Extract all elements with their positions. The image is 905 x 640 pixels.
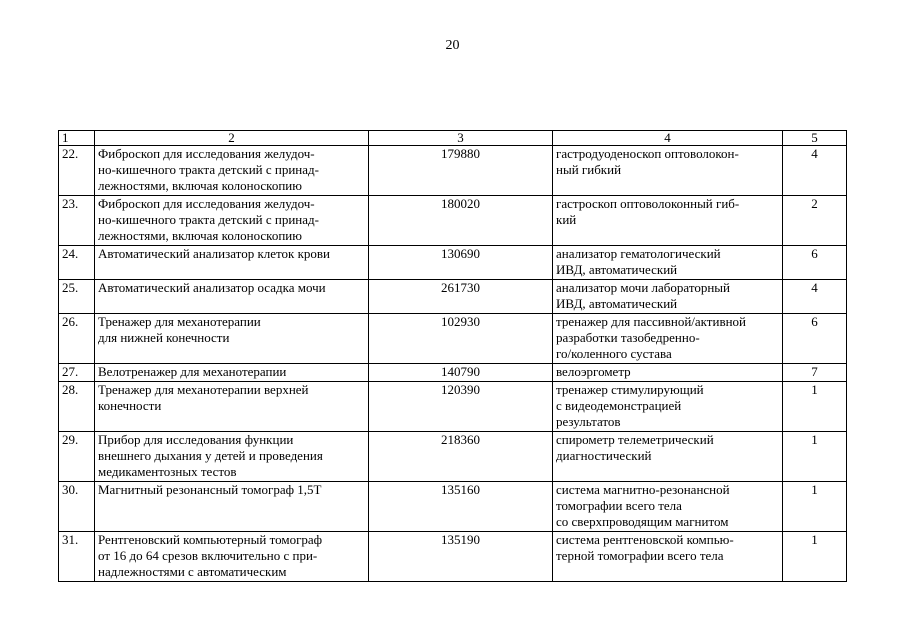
equipment-name-cell: [95, 280, 369, 314]
device-type-line: ный гибкий: [556, 162, 622, 177]
code-cell: 261730: [369, 280, 553, 314]
quantity-cell: 4: [783, 280, 847, 314]
device-type-cell: [553, 482, 783, 532]
column-header-1: 1: [59, 131, 95, 146]
row-number-cell: 27.: [59, 364, 95, 382]
code-cell: 135190: [369, 532, 553, 582]
code-cell: 218360: [369, 432, 553, 482]
table-row: [59, 280, 847, 314]
device-type-line: с видеодемонстрацией: [556, 398, 682, 413]
device-type-line: результатов: [556, 414, 621, 429]
device-type-line: гастроскоп оптоволоконный гиб-: [556, 196, 740, 211]
code-cell: 140790: [369, 364, 553, 382]
row-number-cell: 31.: [59, 532, 95, 582]
quantity-cell: 4: [783, 146, 847, 196]
table-body: [59, 146, 847, 582]
row-number-cell: 26.: [59, 314, 95, 364]
equipment-name-line: Автоматический анализатор клеток крови: [98, 246, 331, 261]
column-header-2: 2: [95, 131, 369, 146]
device-type-cell: [553, 246, 783, 280]
device-type-cell: [553, 146, 783, 196]
device-type-line: терной томографии всего тела: [556, 548, 724, 563]
device-type-line: гастродуоденоскоп оптоволокон-: [556, 146, 739, 161]
equipment-name-line: лежностями, включая колоноскопию: [98, 178, 302, 193]
device-type-cell: [553, 196, 783, 246]
table-row: [59, 532, 847, 582]
equipment-name-cell: [95, 482, 369, 532]
quantity-cell: 1: [783, 432, 847, 482]
equipment-name-line: но-кишечного тракта детский с принад-: [98, 162, 319, 177]
equipment-name-line: внешнего дыхания у детей и проведения: [98, 448, 323, 463]
code-cell: 130690: [369, 246, 553, 280]
table-row: [59, 314, 847, 364]
table-row: [59, 382, 847, 432]
code-cell: 179880: [369, 146, 553, 196]
equipment-name-line: от 16 до 64 срезов включительно с при-: [98, 548, 318, 563]
quantity-cell: 6: [783, 314, 847, 364]
device-type-cell: [553, 532, 783, 582]
table-row: [59, 196, 847, 246]
device-type-line: со сверхпроводящим магнитом: [556, 514, 729, 529]
table-row: [59, 246, 847, 280]
quantity-cell: 1: [783, 482, 847, 532]
equipment-name-line: Тренажер для механотерапии верхней: [98, 382, 309, 397]
device-type-line: разработки тазобедренно-: [556, 330, 700, 345]
quantity-cell: 6: [783, 246, 847, 280]
device-type-line: ИВД, автоматический: [556, 296, 678, 311]
equipment-table: [58, 130, 847, 582]
equipment-name-cell: [95, 246, 369, 280]
equipment-name-cell: [95, 432, 369, 482]
code-cell: 120390: [369, 382, 553, 432]
row-number-cell: 28.: [59, 382, 95, 432]
code-cell: 180020: [369, 196, 553, 246]
device-type-line: велоэргометр: [556, 364, 631, 379]
row-number-cell: 22.: [59, 146, 95, 196]
equipment-name-line: но-кишечного тракта детский с принад-: [98, 212, 319, 227]
equipment-name-line: медикаментозных тестов: [98, 464, 237, 479]
quantity-cell: 1: [783, 532, 847, 582]
equipment-name-line: Тренажер для механотерапии: [98, 314, 261, 329]
device-type-cell: [553, 432, 783, 482]
table-header-row: [59, 131, 847, 146]
equipment-name-line: для нижней конечности: [98, 330, 230, 345]
equipment-name-line: надлежностями с автоматическим: [98, 564, 287, 579]
row-number-cell: 29.: [59, 432, 95, 482]
equipment-name-line: лежностями, включая колоноскопию: [98, 228, 302, 243]
device-type-line: спирометр телеметрический: [556, 432, 714, 447]
equipment-name-line: Фиброскоп для исследования желудоч-: [98, 196, 315, 211]
table-row: [59, 364, 847, 382]
equipment-name-cell: [95, 382, 369, 432]
row-number-cell: 23.: [59, 196, 95, 246]
equipment-name-line: конечности: [98, 398, 162, 413]
equipment-name-line: Автоматический анализатор осадка мочи: [98, 280, 326, 295]
device-type-line: диагностический: [556, 448, 652, 463]
code-cell: 135160: [369, 482, 553, 532]
equipment-name-cell: [95, 532, 369, 582]
table-row: [59, 432, 847, 482]
table-row: [59, 146, 847, 196]
device-type-cell: [553, 364, 783, 382]
equipment-name-cell: [95, 196, 369, 246]
quantity-cell: 2: [783, 196, 847, 246]
quantity-cell: 7: [783, 364, 847, 382]
device-type-line: система магнитно-резонансной: [556, 482, 730, 497]
device-type-line: го/коленного сустава: [556, 346, 672, 361]
equipment-name-line: Прибор для исследования функции: [98, 432, 294, 447]
device-type-line: анализатор гематологический: [556, 246, 721, 261]
device-type-line: анализатор мочи лабораторный: [556, 280, 730, 295]
page-number: 20: [445, 38, 460, 53]
device-type-line: система рентгеновской компью-: [556, 532, 734, 547]
device-type-line: томографии всего тела: [556, 498, 682, 513]
device-type-cell: [553, 280, 783, 314]
row-number-cell: 30.: [59, 482, 95, 532]
equipment-name-line: Рентгеновский компьютерный томограф: [98, 532, 323, 547]
equipment-name-line: Магнитный резонансный томограф 1,5Т: [98, 482, 322, 497]
device-type-line: ИВД, автоматический: [556, 262, 678, 277]
equipment-name-line: Велотренажер для механотерапии: [98, 364, 287, 379]
code-cell: 102930: [369, 314, 553, 364]
equipment-name-cell: [95, 146, 369, 196]
row-number-cell: 24.: [59, 246, 95, 280]
row-number-cell: 25.: [59, 280, 95, 314]
column-header-5: 5: [783, 131, 847, 146]
device-type-line: кий: [556, 212, 577, 227]
equipment-name-cell: [95, 314, 369, 364]
device-type-cell: [553, 314, 783, 364]
device-type-line: тренажер стимулирующий: [556, 382, 704, 397]
equipment-name-line: Фиброскоп для исследования желудоч-: [98, 146, 315, 161]
device-type-line: тренажер для пассивной/активной: [556, 314, 746, 329]
equipment-name-cell: [95, 364, 369, 382]
quantity-cell: 1: [783, 382, 847, 432]
device-type-cell: [553, 382, 783, 432]
table-row: [59, 482, 847, 532]
column-header-3: 3: [369, 131, 553, 146]
column-header-4: 4: [553, 131, 783, 146]
